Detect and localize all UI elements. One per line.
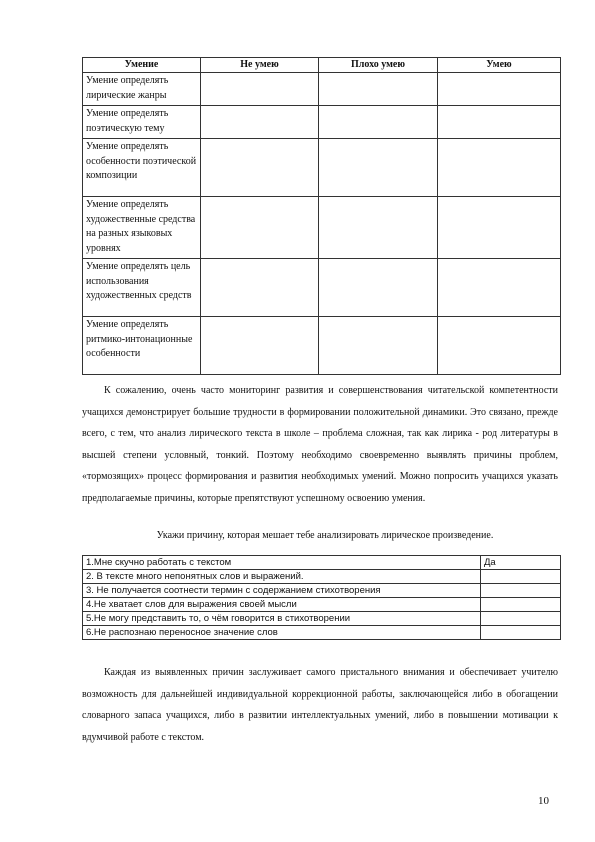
reason-cell: 3. Не получается соотнести термин с содержанием стихотворения — [83, 584, 481, 598]
table-row — [83, 626, 561, 640]
answer-cell — [438, 197, 561, 259]
table-row — [83, 584, 561, 598]
answer-cell — [481, 598, 561, 612]
skill-cell: Умение определять ритмико-интонационные особенности — [83, 317, 201, 375]
answer-cell — [438, 259, 561, 317]
table-row — [83, 570, 561, 584]
answer-cell — [319, 106, 438, 139]
skill-cell: Умение определять поэтическую тему — [83, 106, 201, 139]
answer-cell — [319, 259, 438, 317]
table-row — [83, 259, 561, 317]
answer-cell — [481, 570, 561, 584]
table-row — [83, 73, 561, 106]
page-number: 10 — [538, 795, 549, 807]
answer-cell — [481, 626, 561, 640]
reason-cell: 6.Не распознаю переносное значение слов — [83, 626, 481, 640]
skills-table — [82, 57, 561, 375]
answer-yes-header: Да — [481, 556, 561, 570]
table-row — [83, 612, 561, 626]
answer-cell — [201, 317, 319, 375]
header-skill: Умение — [83, 58, 201, 73]
answer-cell — [201, 139, 319, 197]
answer-cell — [438, 73, 561, 106]
skill-cell: Умение определять особенности поэтической композиции — [83, 139, 201, 197]
survey-instruction: Укажи причину, которая мешает тебе анализировать лирическое произведение. — [156, 530, 494, 541]
answer-cell — [201, 259, 319, 317]
reason-cell: 4.Не хватает слов для выражения своей мысли — [83, 598, 481, 612]
reasons-table — [82, 555, 561, 640]
header-poorly: Плохо умею — [319, 58, 438, 73]
table-row — [83, 556, 561, 570]
answer-cell — [201, 197, 319, 259]
answer-cell — [319, 317, 438, 375]
answer-cell — [438, 139, 561, 197]
answer-cell — [319, 73, 438, 106]
reason-cell: 1.Мне скучно работать с текстом — [83, 556, 481, 570]
table-row — [83, 139, 561, 197]
answer-cell — [201, 106, 319, 139]
table-row — [83, 106, 561, 139]
answer-cell — [319, 197, 438, 259]
skill-cell: Умение определять цель использования художественных средств — [83, 259, 201, 317]
body-paragraph-conclusion: Каждая из выявленных причин заслуживает самого пристального внимания и обеспечивает учителю возможность для дальнейшей индивидуальной коррекционной работы, заключающейся либо в обогащении словарного запаса учащихся, либо в развитии интеллектуальных умений, либо в повышении мотивации к вдумчивой работе с текстом. — [82, 667, 558, 743]
skill-cell: Умение определять художественные средства на разных языковых уровнях — [83, 197, 201, 259]
answer-cell — [319, 139, 438, 197]
answer-cell — [438, 106, 561, 139]
header-cannot: Не умею — [201, 58, 319, 73]
body-paragraph-monitoring: К сожалению, очень часто мониторинг развития и совершенствования читательской компетентности учащихся демонстрирует большие трудности в формировании положительной динамики. Это связано, прежде всего, с тем, что анализ лирического текста в школе – проблема сложная, так как лирика - род литературы в высшей степени условный, тонкий. Поэтому необходимо своевременно выявлять причины проблем, «тормозящих» процесс формирования и развития необходимых умений. Можно попросить учащихся указать предполагаемые причины, которые препятствуют успешному освоению умения. — [82, 385, 558, 504]
header-can: Умею — [438, 58, 561, 73]
answer-cell — [201, 73, 319, 106]
reason-cell: 2. В тексте много непонятных слов и выражений. — [83, 570, 481, 584]
answer-cell — [438, 317, 561, 375]
table-row — [83, 598, 561, 612]
skills-table-header-row — [83, 58, 561, 73]
answer-cell — [481, 612, 561, 626]
reason-cell: 5.Не могу представить то, о чём говорится в стихотворении — [83, 612, 481, 626]
table-row — [83, 197, 561, 259]
skill-cell: Умение определять лирические жанры — [83, 73, 201, 106]
answer-cell — [481, 584, 561, 598]
table-row — [83, 317, 561, 375]
